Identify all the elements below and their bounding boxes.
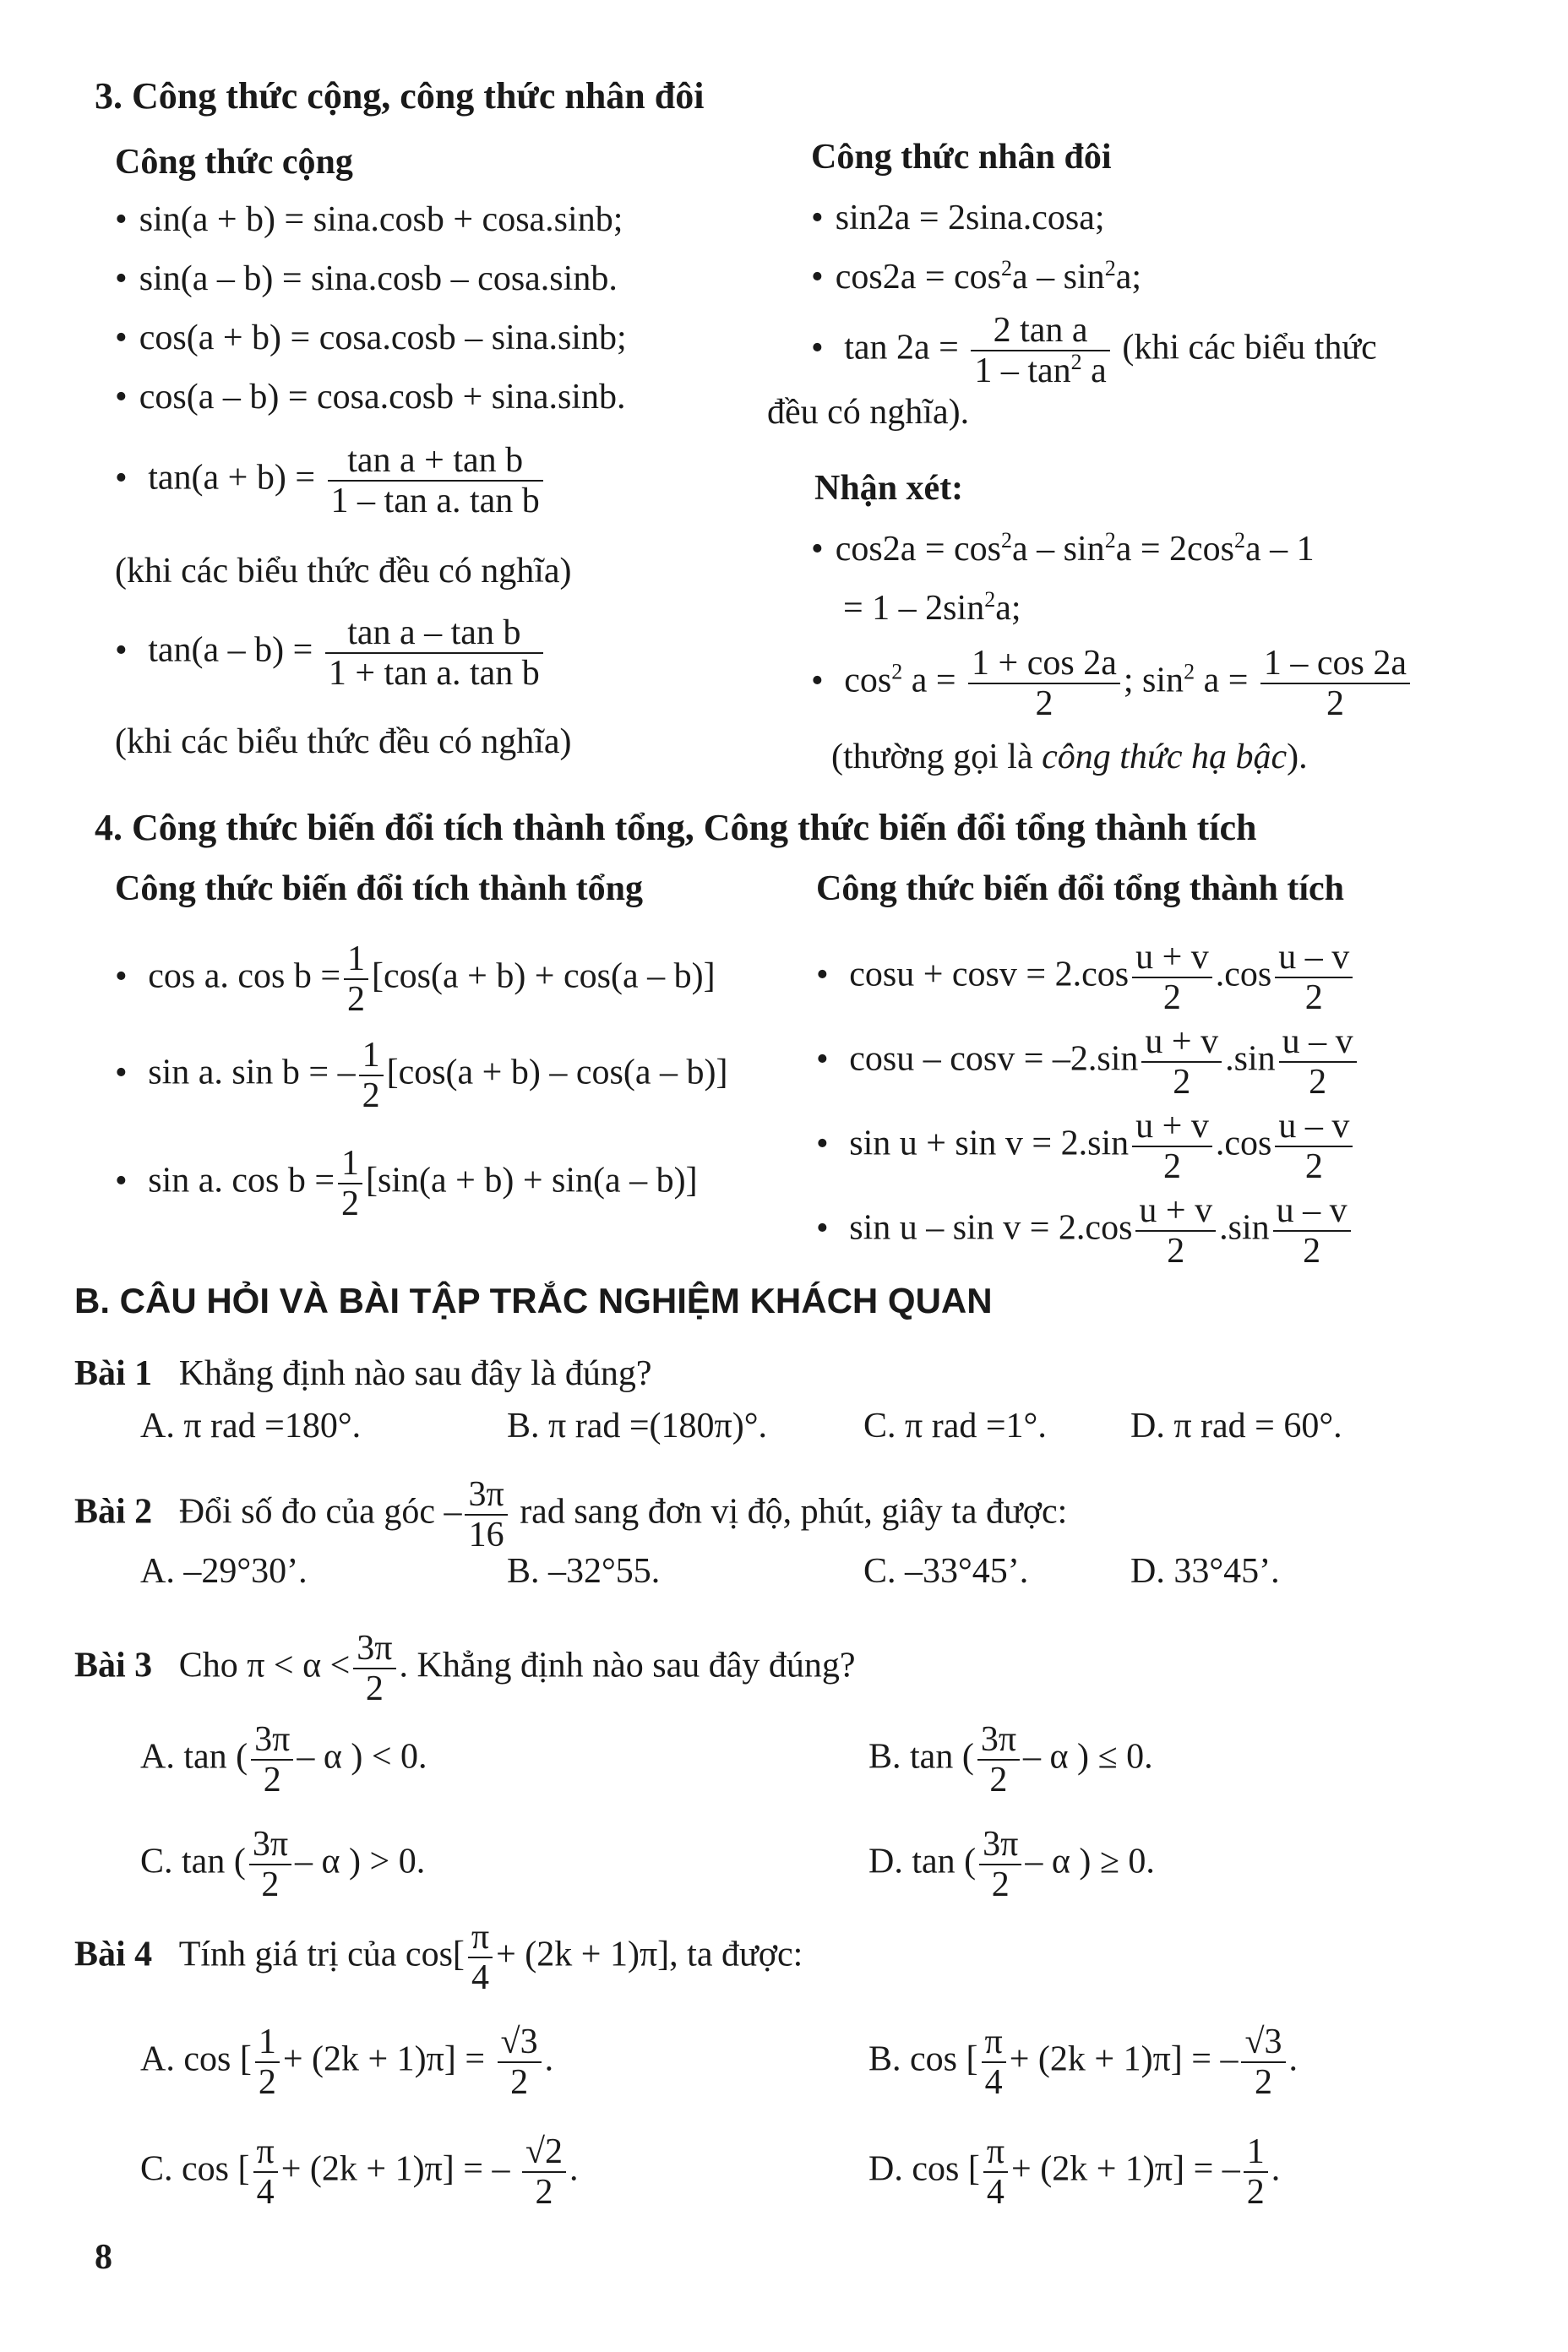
- section-b-title: B. CÂU HỎI VÀ BÀI TẬP TRẮC NGHIỆM KHÁCH QUAN: [74, 1281, 993, 1320]
- three-pi-half: $\frac{3\pi}{2}$: [251, 1720, 293, 1799]
- formula-tan-diff: • tan(a – b) = $\frac{\text{tan a – tan b}}{\text{1 + tan a. tan b}}$: [115, 613, 547, 693]
- bai3-option-d[interactable]: D. tan ( $\frac{3\pi}{2}$ – α ) ≥ 0.: [868, 1825, 1155, 1904]
- bai2-option-d[interactable]: D. 33°45’.: [1130, 1552, 1280, 1591]
- bai4-label: Bài 4: [74, 1935, 153, 1974]
- remark-power-reduction: • $\cos^2 a$ = $\frac{1 + \cos 2a}{2}$ ; $\sin^2 a$ = $\frac{1 - \cos 2a}{2}$: [811, 644, 1413, 723]
- tan-diff-fraction: $\frac{\text{tan a – tan b}}{\text{1 + tan a. tan b}}$: [325, 613, 543, 693]
- formula-cos-sum: • cos(a + b) = cosa.cosb – sina.sinb;: [115, 316, 627, 360]
- bai4-a-angle-fraction: $\frac{1}{2}$: [255, 2023, 280, 2102]
- bai3-label: Bài 3: [74, 1646, 153, 1685]
- three-pi-half: $\frac{3\pi}{2}$: [979, 1825, 1021, 1904]
- u-minus-v-half: $\frac{u - v}{2}$: [1275, 1107, 1353, 1186]
- bai2-question: Bài 2 Đổi số đo của góc – $\frac{3\pi}{16}$ rad sang đơn vị độ, phút, giây ta được:: [74, 1475, 1068, 1554]
- bai3-option-c[interactable]: C. tan ( $\frac{3\pi}{2}$ – α ) > 0.: [140, 1825, 426, 1904]
- bai4-question: Bài 4 Tính giá trị của cos[ $\frac{\pi}{4}$ + (2k + 1)π], ta được:: [74, 1918, 803, 1997]
- section-4-title: 4. Công thức biến đổi tích thành tổng, Công thức biến đổi tổng thành tích: [95, 807, 1257, 848]
- sum-sin-plus-sin: • sin u + sin v = 2.sin $\frac{u + v}{2}$ .cos $\frac{u - v}{2}$: [816, 1107, 1356, 1186]
- bai4-option-a[interactable]: A. cos [ $\frac{1}{2}$ + (2k + 1)π] = $\frac{√3}{2}$ .: [140, 2023, 554, 2102]
- sin-squared-fraction: $\frac{1 - \cos 2a}{2}$: [1260, 644, 1410, 723]
- bai1-option-b[interactable]: B. π rad =(180π)°.: [507, 1407, 768, 1446]
- bai4-pi-quarter: $\frac{\pi}{4}$: [468, 1918, 493, 1997]
- bai3-option-a[interactable]: A. tan ( $\frac{3\pi}{2}$ – α ) < 0.: [140, 1720, 427, 1799]
- product-to-sum-heading: Công thức biến đổi tích thành tổng: [115, 869, 643, 908]
- bai4-b-angle-fraction: $\frac{\pi}{4}$: [982, 2023, 1006, 2102]
- product-sin-cos: • sin a. cos b = $\frac{1}{2}$ [sin(a + b) + sin(a – b)]: [115, 1144, 698, 1223]
- formula-tan-sum: • tan(a + b) = $\frac{\text{tan a + tan b}}{\text{1 – tan a. tan b}}$: [115, 441, 547, 520]
- bai4-option-b[interactable]: B. cos [ $\frac{\pi}{4}$ + (2k + 1)π] = – $\frac{√3}{2}$ .: [868, 2023, 1298, 2102]
- bai4-d-angle-fraction: $\frac{\pi}{4}$: [983, 2132, 1008, 2212]
- bai1-option-d[interactable]: D. π rad = 60°.: [1130, 1407, 1342, 1446]
- tan-diff-note: (khi các biểu thức đều có nghĩa): [115, 722, 572, 761]
- bai4-c-value-fraction: $\frac{√2}{2}$: [522, 2132, 566, 2212]
- bai1-question: Bài 1 Khẳng định nào sau đây là đúng?: [74, 1354, 652, 1393]
- bai2-angle-fraction: $\frac{3\pi}{16}$: [465, 1475, 507, 1554]
- sum-to-product-heading: Công thức biến đổi tổng thành tích: [816, 869, 1344, 908]
- bai4-option-d[interactable]: D. cos [ $\frac{\pi}{4}$ + (2k + 1)π] = – $\frac{1}{2}$ .: [868, 2132, 1281, 2212]
- u-minus-v-half: $\frac{u - v}{2}$: [1273, 1191, 1351, 1271]
- bai1-option-c[interactable]: C. π rad =1°.: [863, 1407, 1047, 1446]
- u-plus-v-half: $\frac{u + v}{2}$: [1135, 1191, 1216, 1271]
- addition-formulas-heading: Công thức cộng: [115, 143, 353, 182]
- formula-cos2a: • $\cos 2a = \cos^2a - \sin^2a$;: [811, 255, 1141, 299]
- formula-sin-sum: • sin(a + b) = sina.cosb + cosa.sinb;: [115, 198, 623, 242]
- bai2-option-a[interactable]: A. –29°30’.: [140, 1552, 308, 1591]
- tan2a-fraction: $\frac{\text{2 tan a}}{1 - \tan^2 a}$: [971, 311, 1109, 390]
- bai1-option-a[interactable]: A. π rad =180°.: [140, 1407, 362, 1446]
- bai4-c-angle-fraction: $\frac{\pi}{4}$: [253, 2132, 278, 2212]
- half-fraction: $\frac{1}{2}$: [338, 1144, 362, 1223]
- formula-tan2a: • tan 2a = $\frac{\text{2 tan a}}{1 - \tan^2 a}$ (khi các biểu thức: [811, 311, 1377, 390]
- bai4-d-value-fraction: $\frac{1}{2}$: [1244, 2132, 1268, 2212]
- bai4-b-value-fraction: $\frac{√3}{2}$: [1241, 2023, 1285, 2102]
- bai2-option-b[interactable]: B. –32°55.: [507, 1552, 661, 1591]
- u-plus-v-half: $\frac{u + v}{2}$: [1141, 1022, 1222, 1102]
- bai2-label: Bài 2: [74, 1492, 153, 1532]
- product-sin-sin: • sin a. sin b = – $\frac{1}{2}$ [cos(a + b) – cos(a – b)]: [115, 1036, 727, 1115]
- power-reduction-note: (thường gọi là công thức hạ bậc).: [831, 738, 1308, 776]
- bai1-label: Bài 1: [74, 1354, 153, 1393]
- bai2-option-c[interactable]: C. –33°45’.: [863, 1552, 1029, 1591]
- tan-sum-note: (khi các biểu thức đều có nghĩa): [115, 552, 572, 591]
- sum-cos-plus-cos: • cosu + cosv = 2.cos $\frac{u + v}{2}$ .cos $\frac{u - v}{2}$: [816, 938, 1356, 1017]
- bai3-option-b[interactable]: B. tan ( $\frac{3\pi}{2}$ – α ) ≤ 0.: [868, 1720, 1153, 1799]
- formula-sin2a: • sin2a = 2sina.cosa;: [811, 196, 1105, 240]
- tan2a-note-cont: đều có nghĩa).: [767, 393, 970, 432]
- bai4-option-c[interactable]: C. cos [ $\frac{\pi}{4}$ + (2k + 1)π] = – $\frac{√2}{2}$ .: [140, 2132, 579, 2212]
- double-angle-heading: Công thức nhân đôi: [811, 138, 1112, 177]
- cos-squared-fraction: $\frac{1 + \cos 2a}{2}$: [968, 644, 1120, 723]
- sum-cos-minus-cos: • cosu – cosv = –2.sin $\frac{u + v}{2}$ .sin $\frac{u - v}{2}$: [816, 1022, 1360, 1102]
- page-number: 8: [95, 2238, 112, 2277]
- bai3-bound-fraction: $\frac{3\pi}{2}$: [353, 1629, 395, 1708]
- remark-title: Nhận xét:: [814, 469, 964, 508]
- product-cos-cos: • cos a. cos b = $\frac{1}{2}$ [cos(a + b) + cos(a – b)]: [115, 939, 716, 1019]
- u-minus-v-half: $\frac{u - v}{2}$: [1275, 938, 1353, 1017]
- bai4-a-value-fraction: $\frac{√3}{2}$: [498, 2023, 542, 2102]
- sum-sin-minus-sin: • sin u – sin v = 2.cos $\frac{u + v}{2}$ .sin $\frac{u - v}{2}$: [816, 1191, 1354, 1271]
- u-plus-v-half: $\frac{u + v}{2}$: [1132, 1107, 1212, 1186]
- three-pi-half: $\frac{3\pi}{2}$: [977, 1720, 1020, 1799]
- tan-sum-fraction: $\frac{\text{tan a + tan b}}{\text{1 – tan a. tan b}}$: [328, 441, 543, 520]
- half-fraction: $\frac{1}{2}$: [359, 1036, 384, 1115]
- formula-cos-diff: • cos(a – b) = cosa.cosb + sina.sinb.: [115, 375, 625, 419]
- half-fraction: $\frac{1}{2}$: [344, 939, 368, 1019]
- formula-sin-diff: • sin(a – b) = sina.cosb – cosa.sinb.: [115, 257, 618, 301]
- remark-cos2a-forms: • $\cos 2a = \cos^2a - \sin^2a = 2\cos^2a - 1$: [811, 527, 1315, 571]
- bai3-question: Bài 3 Cho π < α < $\frac{3\pi}{2}$ . Khẳng định nào sau đây đúng?: [74, 1629, 856, 1708]
- u-minus-v-half: $\frac{u - v}{2}$: [1279, 1022, 1357, 1102]
- section-3-title: 3. Công thức cộng, công thức nhân đôi: [95, 75, 705, 117]
- three-pi-half: $\frac{3\pi}{2}$: [249, 1825, 291, 1904]
- u-plus-v-half: $\frac{u + v}{2}$: [1132, 938, 1212, 1017]
- remark-cos2a-cont: = $1 - 2\sin^2a$;: [843, 587, 1021, 628]
